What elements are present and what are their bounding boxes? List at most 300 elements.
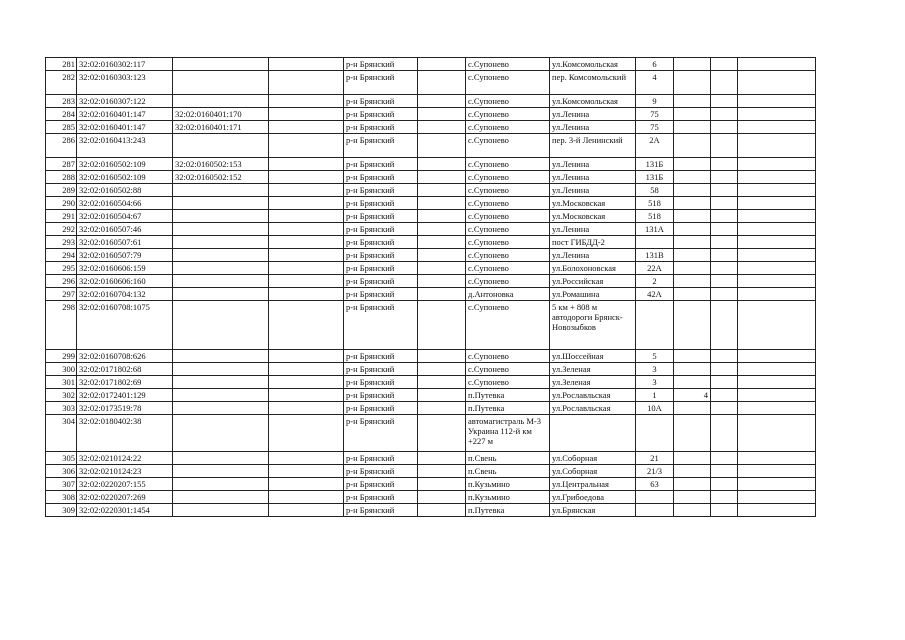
empty-cell <box>711 223 738 236</box>
row-number: 293 <box>46 236 77 249</box>
empty-cell <box>269 288 344 301</box>
empty-cell <box>738 363 816 376</box>
house-number: 63 <box>636 478 674 491</box>
extra-value <box>674 363 711 376</box>
row-number: 296 <box>46 275 77 288</box>
extra-value <box>674 350 711 363</box>
table-row <box>46 121 816 134</box>
row-number: 299 <box>46 350 77 363</box>
empty-cell <box>711 95 738 108</box>
locality: автомагистраль М-3 Украина 112-й км +227 м <box>466 415 550 452</box>
cadastral-number: 32:02:0220207:155 <box>77 478 173 491</box>
cadastral-number: 32:02:0160708:1075 <box>77 301 173 350</box>
cadastral-number: 32:02:0160606:160 <box>77 275 173 288</box>
house-number: 2А <box>636 134 674 158</box>
cadastral-number: 32:02:0160413:243 <box>77 134 173 158</box>
street: ул.Соборная <box>550 465 636 478</box>
house-number: 10А <box>636 402 674 415</box>
street: ул.Комсомольская <box>550 95 636 108</box>
empty-cell <box>418 210 466 223</box>
locality: п.Свень <box>466 465 550 478</box>
region: р-н Брянский <box>344 376 418 389</box>
table-row <box>46 363 816 376</box>
table-body <box>46 58 816 517</box>
extra-value <box>674 402 711 415</box>
street: ул.Московская <box>550 210 636 223</box>
street: ул.Московская <box>550 197 636 210</box>
empty-cell <box>711 134 738 158</box>
empty-cell <box>711 389 738 402</box>
region: р-н Брянский <box>344 262 418 275</box>
empty-cell <box>269 184 344 197</box>
house-number: 42А <box>636 288 674 301</box>
empty-cell <box>738 504 816 517</box>
locality: с.Супонево <box>466 58 550 71</box>
empty-cell <box>711 121 738 134</box>
table-row <box>46 95 816 108</box>
cadastral-number: 32:02:0172401:129 <box>77 389 173 402</box>
empty-cell <box>738 452 816 465</box>
region: р-н Брянский <box>344 275 418 288</box>
house-number: 6 <box>636 58 674 71</box>
extra-value <box>674 210 711 223</box>
empty-cell <box>269 108 344 121</box>
street: ул.Болохоновская <box>550 262 636 275</box>
house-number <box>636 301 674 350</box>
locality: п.Путевка <box>466 504 550 517</box>
empty-cell <box>269 363 344 376</box>
cadastral-number-2 <box>173 58 269 71</box>
table-row <box>46 389 816 402</box>
empty-cell <box>711 275 738 288</box>
empty-cell <box>418 121 466 134</box>
row-number: 294 <box>46 249 77 262</box>
extra-value <box>674 275 711 288</box>
street: ул.Ленина <box>550 249 636 262</box>
table-row <box>46 288 816 301</box>
empty-cell <box>418 197 466 210</box>
extra-value <box>674 415 711 452</box>
empty-cell <box>269 121 344 134</box>
cadastral-number-2 <box>173 389 269 402</box>
cadastral-number: 32:02:0160708:626 <box>77 350 173 363</box>
extra-value <box>674 95 711 108</box>
region: р-н Брянский <box>344 184 418 197</box>
empty-cell <box>711 171 738 184</box>
empty-cell <box>418 288 466 301</box>
empty-cell <box>738 71 816 95</box>
empty-cell <box>738 350 816 363</box>
cadastral-number: 32:02:0160504:66 <box>77 197 173 210</box>
row-number: 297 <box>46 288 77 301</box>
empty-cell <box>711 301 738 350</box>
locality: с.Супонево <box>466 249 550 262</box>
cadastral-number: 32:02:0160401:147 <box>77 121 173 134</box>
region: р-н Брянский <box>344 95 418 108</box>
empty-cell <box>711 184 738 197</box>
street: ул.Рославльская <box>550 402 636 415</box>
cadastral-number: 32:02:0210124:23 <box>77 465 173 478</box>
house-number: 518 <box>636 197 674 210</box>
region: р-н Брянский <box>344 478 418 491</box>
empty-cell <box>269 376 344 389</box>
region: р-н Брянский <box>344 236 418 249</box>
table-row <box>46 184 816 197</box>
empty-cell <box>738 158 816 171</box>
extra-value <box>674 452 711 465</box>
empty-cell <box>738 108 816 121</box>
empty-cell <box>738 184 816 197</box>
empty-cell <box>711 350 738 363</box>
cadastral-number-2 <box>173 363 269 376</box>
empty-cell <box>711 452 738 465</box>
locality: с.Супонево <box>466 71 550 95</box>
empty-cell <box>418 415 466 452</box>
cadastral-number-2 <box>173 71 269 95</box>
empty-cell <box>269 71 344 95</box>
table-row <box>46 58 816 71</box>
cadastral-number-2 <box>173 402 269 415</box>
cadastral-number: 32:02:0160502:109 <box>77 171 173 184</box>
empty-cell <box>269 402 344 415</box>
table-row <box>46 376 816 389</box>
region: р-н Брянский <box>344 504 418 517</box>
empty-cell <box>711 376 738 389</box>
empty-cell <box>418 71 466 95</box>
empty-cell <box>738 223 816 236</box>
cadastral-number: 32:02:0160606:159 <box>77 262 173 275</box>
empty-cell <box>711 108 738 121</box>
street: ул.Зеленая <box>550 363 636 376</box>
extra-value <box>674 121 711 134</box>
table-row <box>46 171 816 184</box>
locality: с.Супонево <box>466 223 550 236</box>
locality: п.Свень <box>466 452 550 465</box>
empty-cell <box>711 465 738 478</box>
table-row <box>46 197 816 210</box>
empty-cell <box>269 465 344 478</box>
table-row <box>46 491 816 504</box>
street: ул.Российская <box>550 275 636 288</box>
house-number: 3 <box>636 363 674 376</box>
cadastral-number-2 <box>173 465 269 478</box>
row-number: 290 <box>46 197 77 210</box>
empty-cell <box>269 389 344 402</box>
region: р-н Брянский <box>344 121 418 134</box>
empty-cell <box>269 262 344 275</box>
extra-value <box>674 171 711 184</box>
empty-cell <box>711 71 738 95</box>
house-number <box>636 415 674 452</box>
house-number: 22А <box>636 262 674 275</box>
extra-value <box>674 465 711 478</box>
cadastral-number-2 <box>173 478 269 491</box>
table-row <box>46 452 816 465</box>
house-number: 2 <box>636 275 674 288</box>
cadastral-number-2 <box>173 197 269 210</box>
cadastral-number-2 <box>173 504 269 517</box>
locality: с.Супонево <box>466 262 550 275</box>
street: ул.Брянская <box>550 504 636 517</box>
region: р-н Брянский <box>344 491 418 504</box>
extra-value <box>674 58 711 71</box>
region: р-н Брянский <box>344 465 418 478</box>
cadastral-number: 32:02:0173519:78 <box>77 402 173 415</box>
house-number: 9 <box>636 95 674 108</box>
empty-cell <box>418 389 466 402</box>
extra-value <box>674 249 711 262</box>
empty-cell <box>738 491 816 504</box>
empty-cell <box>418 363 466 376</box>
cadastral-number-2 <box>173 134 269 158</box>
house-number: 75 <box>636 108 674 121</box>
empty-cell <box>738 134 816 158</box>
street: ул.Ленина <box>550 184 636 197</box>
house-number: 1 <box>636 389 674 402</box>
row-number: 307 <box>46 478 77 491</box>
cadastral-number: 32:02:0220207:269 <box>77 491 173 504</box>
extra-value <box>674 108 711 121</box>
street: ул.Соборная <box>550 452 636 465</box>
extra-value <box>674 478 711 491</box>
row-number: 285 <box>46 121 77 134</box>
cadastral-number: 32:02:0160507:79 <box>77 249 173 262</box>
row-number: 298 <box>46 301 77 350</box>
row-number: 286 <box>46 134 77 158</box>
extra-value <box>674 236 711 249</box>
street: пер. 3-й Ленинский <box>550 134 636 158</box>
cadastral-number-2: 32:02:0160502:152 <box>173 171 269 184</box>
region: р-н Брянский <box>344 223 418 236</box>
extra-value <box>674 134 711 158</box>
street: ул.Ленина <box>550 158 636 171</box>
cadastral-number: 32:02:0220301:1454 <box>77 504 173 517</box>
row-number: 303 <box>46 402 77 415</box>
cadastral-number: 32:02:0210124:22 <box>77 452 173 465</box>
cadastral-number-2 <box>173 223 269 236</box>
house-number: 3 <box>636 376 674 389</box>
empty-cell <box>711 210 738 223</box>
cadastral-number-2 <box>173 236 269 249</box>
empty-cell <box>711 504 738 517</box>
street: ул.Ленина <box>550 108 636 121</box>
street: пост ГИБДД-2 <box>550 236 636 249</box>
row-number: 295 <box>46 262 77 275</box>
house-number: 58 <box>636 184 674 197</box>
empty-cell <box>738 301 816 350</box>
region: р-н Брянский <box>344 71 418 95</box>
empty-cell <box>418 262 466 275</box>
house-number <box>636 491 674 504</box>
empty-cell <box>418 452 466 465</box>
empty-cell <box>269 504 344 517</box>
extra-value: 4 <box>674 389 711 402</box>
locality: с.Супонево <box>466 171 550 184</box>
street: ул.Шоссейная <box>550 350 636 363</box>
empty-cell <box>711 478 738 491</box>
empty-cell <box>418 184 466 197</box>
empty-cell <box>418 249 466 262</box>
street: ул.Ленина <box>550 171 636 184</box>
region: р-н Брянский <box>344 210 418 223</box>
locality: п.Путевка <box>466 402 550 415</box>
empty-cell <box>738 478 816 491</box>
cadastral-number: 32:02:0160504:67 <box>77 210 173 223</box>
table-row <box>46 350 816 363</box>
house-number: 131А <box>636 223 674 236</box>
locality: с.Супонево <box>466 121 550 134</box>
empty-cell <box>711 249 738 262</box>
region: р-н Брянский <box>344 58 418 71</box>
empty-cell <box>738 288 816 301</box>
empty-cell <box>711 197 738 210</box>
empty-cell <box>711 402 738 415</box>
table-row <box>46 134 816 158</box>
empty-cell <box>269 275 344 288</box>
empty-cell <box>738 262 816 275</box>
empty-cell <box>738 58 816 71</box>
cadastral-number-2 <box>173 184 269 197</box>
cadastral-number-2 <box>173 350 269 363</box>
empty-cell <box>269 223 344 236</box>
row-number: 300 <box>46 363 77 376</box>
cadastral-number-2 <box>173 249 269 262</box>
locality: с.Супонево <box>466 350 550 363</box>
empty-cell <box>418 491 466 504</box>
street: ул.Ленина <box>550 223 636 236</box>
empty-cell <box>738 465 816 478</box>
cadastral-number: 32:02:0160502:109 <box>77 158 173 171</box>
locality: с.Супонево <box>466 210 550 223</box>
empty-cell <box>711 415 738 452</box>
empty-cell <box>711 363 738 376</box>
locality: д.Антоновка <box>466 288 550 301</box>
house-number: 131В <box>636 249 674 262</box>
cadastral-number-2 <box>173 376 269 389</box>
empty-cell <box>269 491 344 504</box>
empty-cell <box>418 478 466 491</box>
cadastral-number: 32:02:0160507:46 <box>77 223 173 236</box>
row-number: 305 <box>46 452 77 465</box>
locality: с.Супонево <box>466 376 550 389</box>
street: ул.Ромашина <box>550 288 636 301</box>
empty-cell <box>738 171 816 184</box>
cadastral-number-2: 32:02:0160401:170 <box>173 108 269 121</box>
locality: п.Кузьмино <box>466 491 550 504</box>
house-number <box>636 236 674 249</box>
cadastral-number-2: 32:02:0160502:153 <box>173 158 269 171</box>
house-number: 131Б <box>636 158 674 171</box>
empty-cell <box>738 402 816 415</box>
empty-cell <box>269 350 344 363</box>
table-row <box>46 504 816 517</box>
locality: с.Супонево <box>466 197 550 210</box>
empty-cell <box>269 249 344 262</box>
region: р-н Брянский <box>344 415 418 452</box>
cadastral-number-2: 32:02:0160401:171 <box>173 121 269 134</box>
table-row <box>46 465 816 478</box>
locality: с.Супонево <box>466 184 550 197</box>
locality: п.Кузьмино <box>466 478 550 491</box>
empty-cell <box>711 58 738 71</box>
table-row <box>46 108 816 121</box>
table-row <box>46 249 816 262</box>
locality: п.Путевка <box>466 389 550 402</box>
empty-cell <box>738 389 816 402</box>
region: р-н Брянский <box>344 249 418 262</box>
extra-value <box>674 301 711 350</box>
empty-cell <box>711 236 738 249</box>
empty-cell <box>269 134 344 158</box>
empty-cell <box>418 236 466 249</box>
house-number: 518 <box>636 210 674 223</box>
table-row <box>46 71 816 95</box>
cadastral-number: 32:02:0180402:38 <box>77 415 173 452</box>
empty-cell <box>269 236 344 249</box>
cadastral-number: 32:02:0160502:88 <box>77 184 173 197</box>
empty-cell <box>418 171 466 184</box>
region: р-н Брянский <box>344 301 418 350</box>
extra-value <box>674 504 711 517</box>
house-number <box>636 504 674 517</box>
cadastral-number: 32:02:0171802:69 <box>77 376 173 389</box>
region: р-н Брянский <box>344 108 418 121</box>
region: р-н Брянский <box>344 134 418 158</box>
row-number: 302 <box>46 389 77 402</box>
region: р-н Брянский <box>344 452 418 465</box>
street: ул.Грибоедова <box>550 491 636 504</box>
empty-cell <box>418 350 466 363</box>
street: ул.Зеленая <box>550 376 636 389</box>
table-row <box>46 301 816 350</box>
empty-cell <box>269 171 344 184</box>
street: 5 км + 808 м автодороги Брянск-Новозыбков <box>550 301 636 350</box>
cadastral-number: 32:02:0160302:117 <box>77 58 173 71</box>
cadastral-number-2 <box>173 415 269 452</box>
row-number: 281 <box>46 58 77 71</box>
empty-cell <box>269 58 344 71</box>
table-row <box>46 415 816 452</box>
empty-cell <box>738 275 816 288</box>
empty-cell <box>418 402 466 415</box>
row-number: 308 <box>46 491 77 504</box>
empty-cell <box>711 158 738 171</box>
extra-value <box>674 491 711 504</box>
region: р-н Брянский <box>344 288 418 301</box>
extra-value <box>674 184 711 197</box>
extra-value <box>674 158 711 171</box>
empty-cell <box>269 158 344 171</box>
empty-cell <box>269 301 344 350</box>
region: р-н Брянский <box>344 197 418 210</box>
cadastral-number-2 <box>173 275 269 288</box>
locality: с.Супонево <box>466 134 550 158</box>
empty-cell <box>738 376 816 389</box>
cadastral-number-2 <box>173 262 269 275</box>
cadastral-number: 32:02:0160303:123 <box>77 71 173 95</box>
row-number: 304 <box>46 415 77 452</box>
empty-cell <box>269 210 344 223</box>
region: р-н Брянский <box>344 171 418 184</box>
extra-value <box>674 376 711 389</box>
cadastral-number-2 <box>173 288 269 301</box>
cadastral-number: 32:02:0160704:132 <box>77 288 173 301</box>
row-number: 301 <box>46 376 77 389</box>
street: пер. Комсомольский <box>550 71 636 95</box>
region: р-н Брянский <box>344 363 418 376</box>
region: р-н Брянский <box>344 389 418 402</box>
locality: с.Супонево <box>466 158 550 171</box>
